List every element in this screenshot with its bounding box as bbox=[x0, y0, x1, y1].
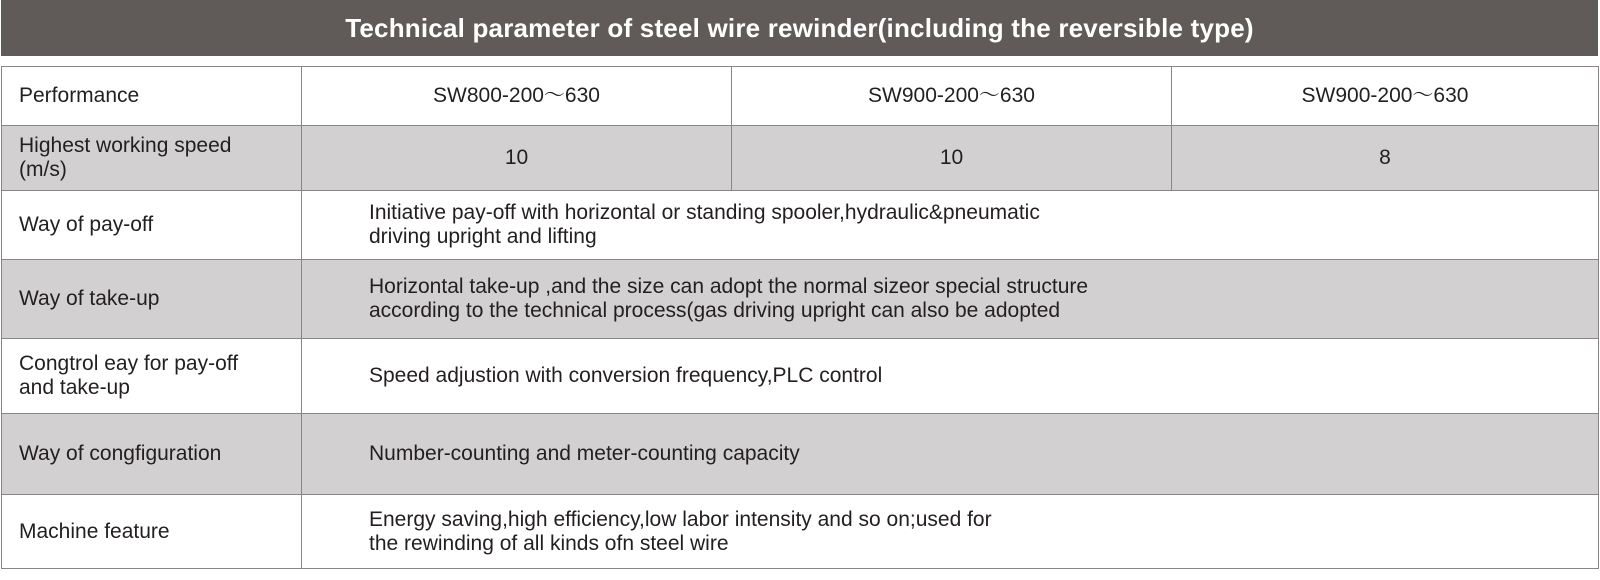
desc-line2: according to the technical process(gas driving upright can also be adopted bbox=[369, 299, 1061, 322]
desc-line1: Energy saving,high efficiency,low labor intensity and so on;used for bbox=[369, 507, 992, 531]
row-label-line1: Highest working speed bbox=[19, 134, 232, 157]
desc-line1: Initiative pay-off with horizontal or standing spooler,hydraulic&pneumatic bbox=[369, 201, 1040, 224]
model-cell-2: SW900-200～630 bbox=[732, 67, 1172, 126]
row-desc-control: Speed adjustion with conversion frequency,PLC control bbox=[302, 339, 1599, 414]
desc-line2: the rewinding of all kinds ofn steel wire bbox=[369, 531, 729, 555]
table-row-take-up bbox=[2, 260, 1599, 339]
row-desc-pay-off bbox=[302, 191, 1599, 260]
table-row-pay-off bbox=[2, 191, 1599, 260]
row-label-speed bbox=[2, 126, 302, 191]
row-label-line1: Congtrol eay for pay-off bbox=[19, 352, 239, 375]
row-label-take-up: Way of take-up bbox=[2, 260, 302, 339]
row-desc-configuration: Number-counting and meter-counting capacity bbox=[302, 414, 1599, 495]
desc-line1: Horizontal take-up ,and the size can adopt the normal sizeor special structure bbox=[369, 275, 1089, 298]
model-cell-3: SW900-200～630 bbox=[1172, 67, 1599, 126]
speed-value-2: 10 bbox=[732, 126, 1172, 191]
table-row-performance bbox=[2, 67, 1599, 126]
row-desc-take-up bbox=[302, 260, 1599, 339]
speed-value-1: 10 bbox=[302, 126, 732, 191]
speed-value-3: 8 bbox=[1172, 126, 1599, 191]
row-label-machine-feature: Machine feature bbox=[2, 495, 302, 569]
row-label-line2: and take-up bbox=[19, 376, 130, 399]
table-row-control bbox=[2, 339, 1599, 414]
row-label-performance: Performance bbox=[2, 67, 302, 126]
desc-line2: driving upright and lifting bbox=[369, 225, 597, 248]
row-desc-machine-feature bbox=[302, 495, 1599, 569]
spec-table bbox=[1, 66, 1599, 569]
row-label-line2: (m/s) bbox=[19, 158, 67, 181]
table-row-machine-feature bbox=[2, 495, 1599, 569]
table-title: Technical parameter of steel wire rewinder(including the reversible type) bbox=[1, 0, 1598, 56]
row-label-control bbox=[2, 339, 302, 414]
model-cell-1: SW800-200～630 bbox=[302, 67, 732, 126]
row-label-configuration: Way of congfiguration bbox=[2, 414, 302, 495]
table-row-configuration bbox=[2, 414, 1599, 495]
row-label-pay-off: Way of pay-off bbox=[2, 191, 302, 260]
table-row-speed bbox=[2, 126, 1599, 191]
